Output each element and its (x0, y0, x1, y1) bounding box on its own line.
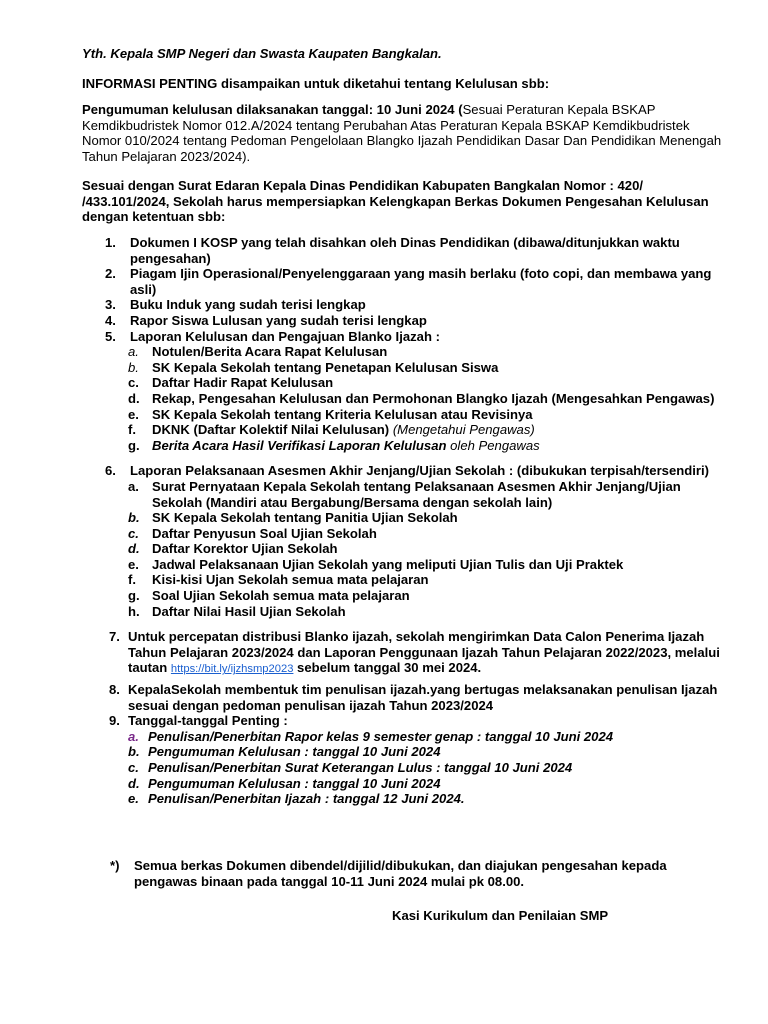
sub-item (82, 729, 722, 745)
announcement-body: Sesuai Peraturan Kepala BSKAP Kemdikbudristek Nomor 012.A/2024 tentang Perubahan Atas Peraturan Kepala BSKAP Kemdikbudristek Nomor 010/2024 tentang Pedoman Pengelolaan Blangko Ijazah Pendidikan Dasar Dan Pendidikan Menengah Tahun Pelajaran 2023/2024). (82, 102, 722, 164)
sub-text: Penulisan/Penerbitan Rapor kelas 9 semester genap : tanggal 10 Juni 2024 (148, 728, 614, 744)
sub-item (82, 791, 722, 807)
sub-item (82, 375, 722, 391)
item-text: Buku Induk yang sudah terisi lengkap (130, 297, 366, 313)
sub-text: SK Kepala Sekolah tentang Panitia Ujian Sekolah (152, 510, 458, 526)
footnote (110, 858, 722, 889)
sub-letter: c. (128, 525, 139, 541)
info-heading (82, 76, 722, 92)
sub-note: oleh Pengawas (446, 437, 540, 453)
footnote-mark: *) (110, 858, 120, 873)
announcement-paragraph (82, 102, 722, 164)
sub-text: Surat Pernyataan Kepala Sekolah tentang Pelaksanaan Asesmen Akhir Jenjang/Ujian Sekolah (Mandiri atau Bergabung/Bersama dengan sekolah lain) (152, 478, 681, 510)
sub-letter: g. (128, 437, 140, 453)
sub-letter: e. (128, 791, 139, 807)
sub-item (82, 344, 722, 360)
announcement-lead: Pengumuman kelulusan dilaksanakan tanggal: 10 Juni 2024 ( (82, 102, 463, 117)
sub-letter: a. (128, 478, 139, 494)
list-item (82, 713, 722, 729)
sub-letter: c. (128, 760, 139, 775)
sub-text: Notulen/Berita Acara Rapat Kelulusan (152, 344, 388, 360)
sub-item (82, 557, 722, 573)
sub-text: Rekap, Pengesahan Kelulusan dan Permohonan Blangko Ijazah (Mengesahkan Pengawas) (152, 390, 715, 406)
sub-letter: g. (128, 588, 140, 604)
sub-letter: e. (128, 556, 139, 572)
sub-letter: h. (128, 603, 140, 619)
sub-letter: b. (128, 510, 140, 526)
sub-letter: d. (128, 390, 140, 406)
list-item (82, 682, 722, 713)
circular-paragraph (82, 178, 722, 225)
item-text: KepalaSekolah membentuk tim penulisan ijazah.yang bertugas melaksanakan penulisan Ijazah sesuai dengan pedoman penulisan ijazah Tahun 2023/2024 (128, 682, 718, 713)
sub-text: Jadwal Pelaksanaan Ujian Sekolah yang meliputi Ujian Tulis dan Uji Praktek (152, 556, 624, 572)
sub-letter: b. (128, 744, 140, 760)
item-text: Laporan Kelulusan dan Pengajuan Blanko Ijazah : (130, 328, 440, 344)
item-number: 8. (109, 682, 120, 698)
list-item (82, 629, 722, 678)
footnote-text: Semua berkas Dokumen dibendel/dijilid/dibukukan, dan diajukan pengesahan kepada pengawas binaan pada tanggal 10-11 Juni 2024 mulai pk 08.00. (134, 858, 667, 889)
list-item (82, 329, 722, 345)
sub-text: DKNK (Daftar Kolektif Nilai Kelulusan) (152, 422, 393, 438)
sub-note: (Mengetahui Pengawas) (392, 422, 535, 438)
sub-letter: f. (128, 572, 136, 588)
item-text: Piagam Ijin Operasional/Penyelenggaraan yang masih berlaku (foto copi, dan membawa yang asli) (130, 266, 712, 297)
info-rest: disampaikan untuk diketahui tentang Kelulusan sbb: (217, 76, 550, 91)
item-text: Dokumen I KOSP yang telah disahkan oleh Dinas Pendidikan (dibawa/ditunjukkan waktu pengesahan) (130, 235, 680, 266)
sub-item (82, 541, 722, 557)
sub-letter: c. (128, 375, 139, 391)
sub-item (82, 391, 722, 407)
sub-letter: a. (128, 344, 139, 360)
sub-letter: d. (128, 775, 140, 791)
sub-text: Berita Acara Hasil Verifikasi Laporan Kelulusan (152, 437, 447, 453)
circular-part-b: , Sekolah harus mempersiapkan Kelengkapan Berkas Dokumen Pengesahan Kelulusan dengan ketentuan sbb: (82, 193, 709, 225)
sub-text: SK Kepala Sekolah tentang Kriteria Kelulusan atau Revisinya (152, 406, 533, 422)
sub-text: Penulisan/Penerbitan Ijazah : tanggal 12 Juni 2024. (148, 791, 465, 807)
form-link[interactable]: https://bit.ly/ijzhsmp2023 (170, 663, 294, 676)
item-number: 2. (105, 266, 116, 282)
list-item (82, 266, 722, 297)
signature: Kasi Kurikulum dan Penilaian SMP (392, 908, 609, 923)
sub-item (82, 744, 722, 760)
item-number: 7. (109, 629, 120, 645)
list-item (82, 463, 722, 479)
sub-text: Penulisan/Penerbitan Surat Keterangan Lulus : tanggal 10 Juni 2024 (148, 760, 573, 775)
item-number: 9. (109, 713, 120, 729)
sub-text: Pengumuman Kelulusan : tanggal 10 Juni 2024 (148, 744, 441, 760)
item-number: 1. (105, 235, 116, 250)
sub-item (82, 438, 722, 454)
sub-letter: e. (128, 406, 139, 422)
list-item (82, 297, 722, 313)
list-item (82, 313, 722, 329)
list-item (82, 235, 722, 266)
item-number: 4. (105, 312, 116, 328)
requirements-list (82, 235, 722, 807)
sub-text: Daftar Korektor Ujian Sekolah (152, 541, 338, 557)
sub-letter: b. (128, 359, 139, 375)
sub-text: Pengumuman Kelulusan : tanggal 10 Juni 2024 (148, 775, 441, 791)
sub-item (82, 776, 722, 792)
sub-text: SK Kepala Sekolah tentang Penetapan Kelulusan Siswa (152, 359, 499, 375)
sub-item (82, 588, 722, 604)
sub-item (82, 407, 722, 423)
circular-part-a: Sesuai dengan Surat Edaran Kepala Dinas Pendidikan Kabupaten Bangkalan Nomor : 420/ /433.101/2024 (82, 178, 643, 209)
sub-item (82, 510, 722, 526)
item-number: 3. (105, 297, 116, 313)
sub-letter: a. (128, 728, 139, 744)
sub-text: Daftar Penyusun Soal Ujian Sekolah (152, 525, 377, 541)
sub-text: Daftar Hadir Rapat Kelulusan (152, 375, 334, 391)
info-bold: INFORMASI PENTING (82, 76, 218, 91)
sub-item (82, 572, 722, 588)
item-text: Rapor Siswa Lulusan yang sudah terisi lengkap (130, 312, 427, 328)
item-number: 6. (105, 463, 116, 479)
item-number: 5. (105, 328, 116, 344)
item-text-after: sebelum tanggal 30 mei 2024. (293, 660, 482, 676)
sub-item (82, 604, 722, 620)
sub-letter: f. (128, 422, 136, 438)
item-text: Untuk percepatan distribusi Blanko ijazah, sekolah mengirimkan Data Calon Penerima Ijazah Tahun Pelajaran 2023/2024 dan Laporan Penggunaan Ijazah Tahun Pelajaran 2022/2023, melalui tautan (128, 629, 720, 676)
sub-item (82, 760, 722, 776)
sub-item (82, 360, 722, 376)
greeting: Yth. Kepala SMP Negeri dan Swasta Kaupaten Bangkalan. (82, 46, 442, 61)
sub-text: Soal Ujian Sekolah semua mata pelajaran (152, 588, 410, 604)
sub-letter: d. (128, 541, 140, 557)
sub-text: Kisi-kisi Ujan Sekolah semua mata pelajaran (152, 572, 429, 588)
sub-item (82, 479, 722, 510)
sub-item (82, 422, 722, 438)
item-text: Laporan Pelaksanaan Asesmen Akhir Jenjang/Ujian Sekolah : (dibukukan terpisah/tersendiri) (130, 463, 709, 479)
item-text: Tanggal-tanggal Penting : (128, 713, 288, 729)
sub-item (82, 526, 722, 542)
sub-text: Daftar Nilai Hasil Ujian Sekolah (152, 603, 346, 619)
